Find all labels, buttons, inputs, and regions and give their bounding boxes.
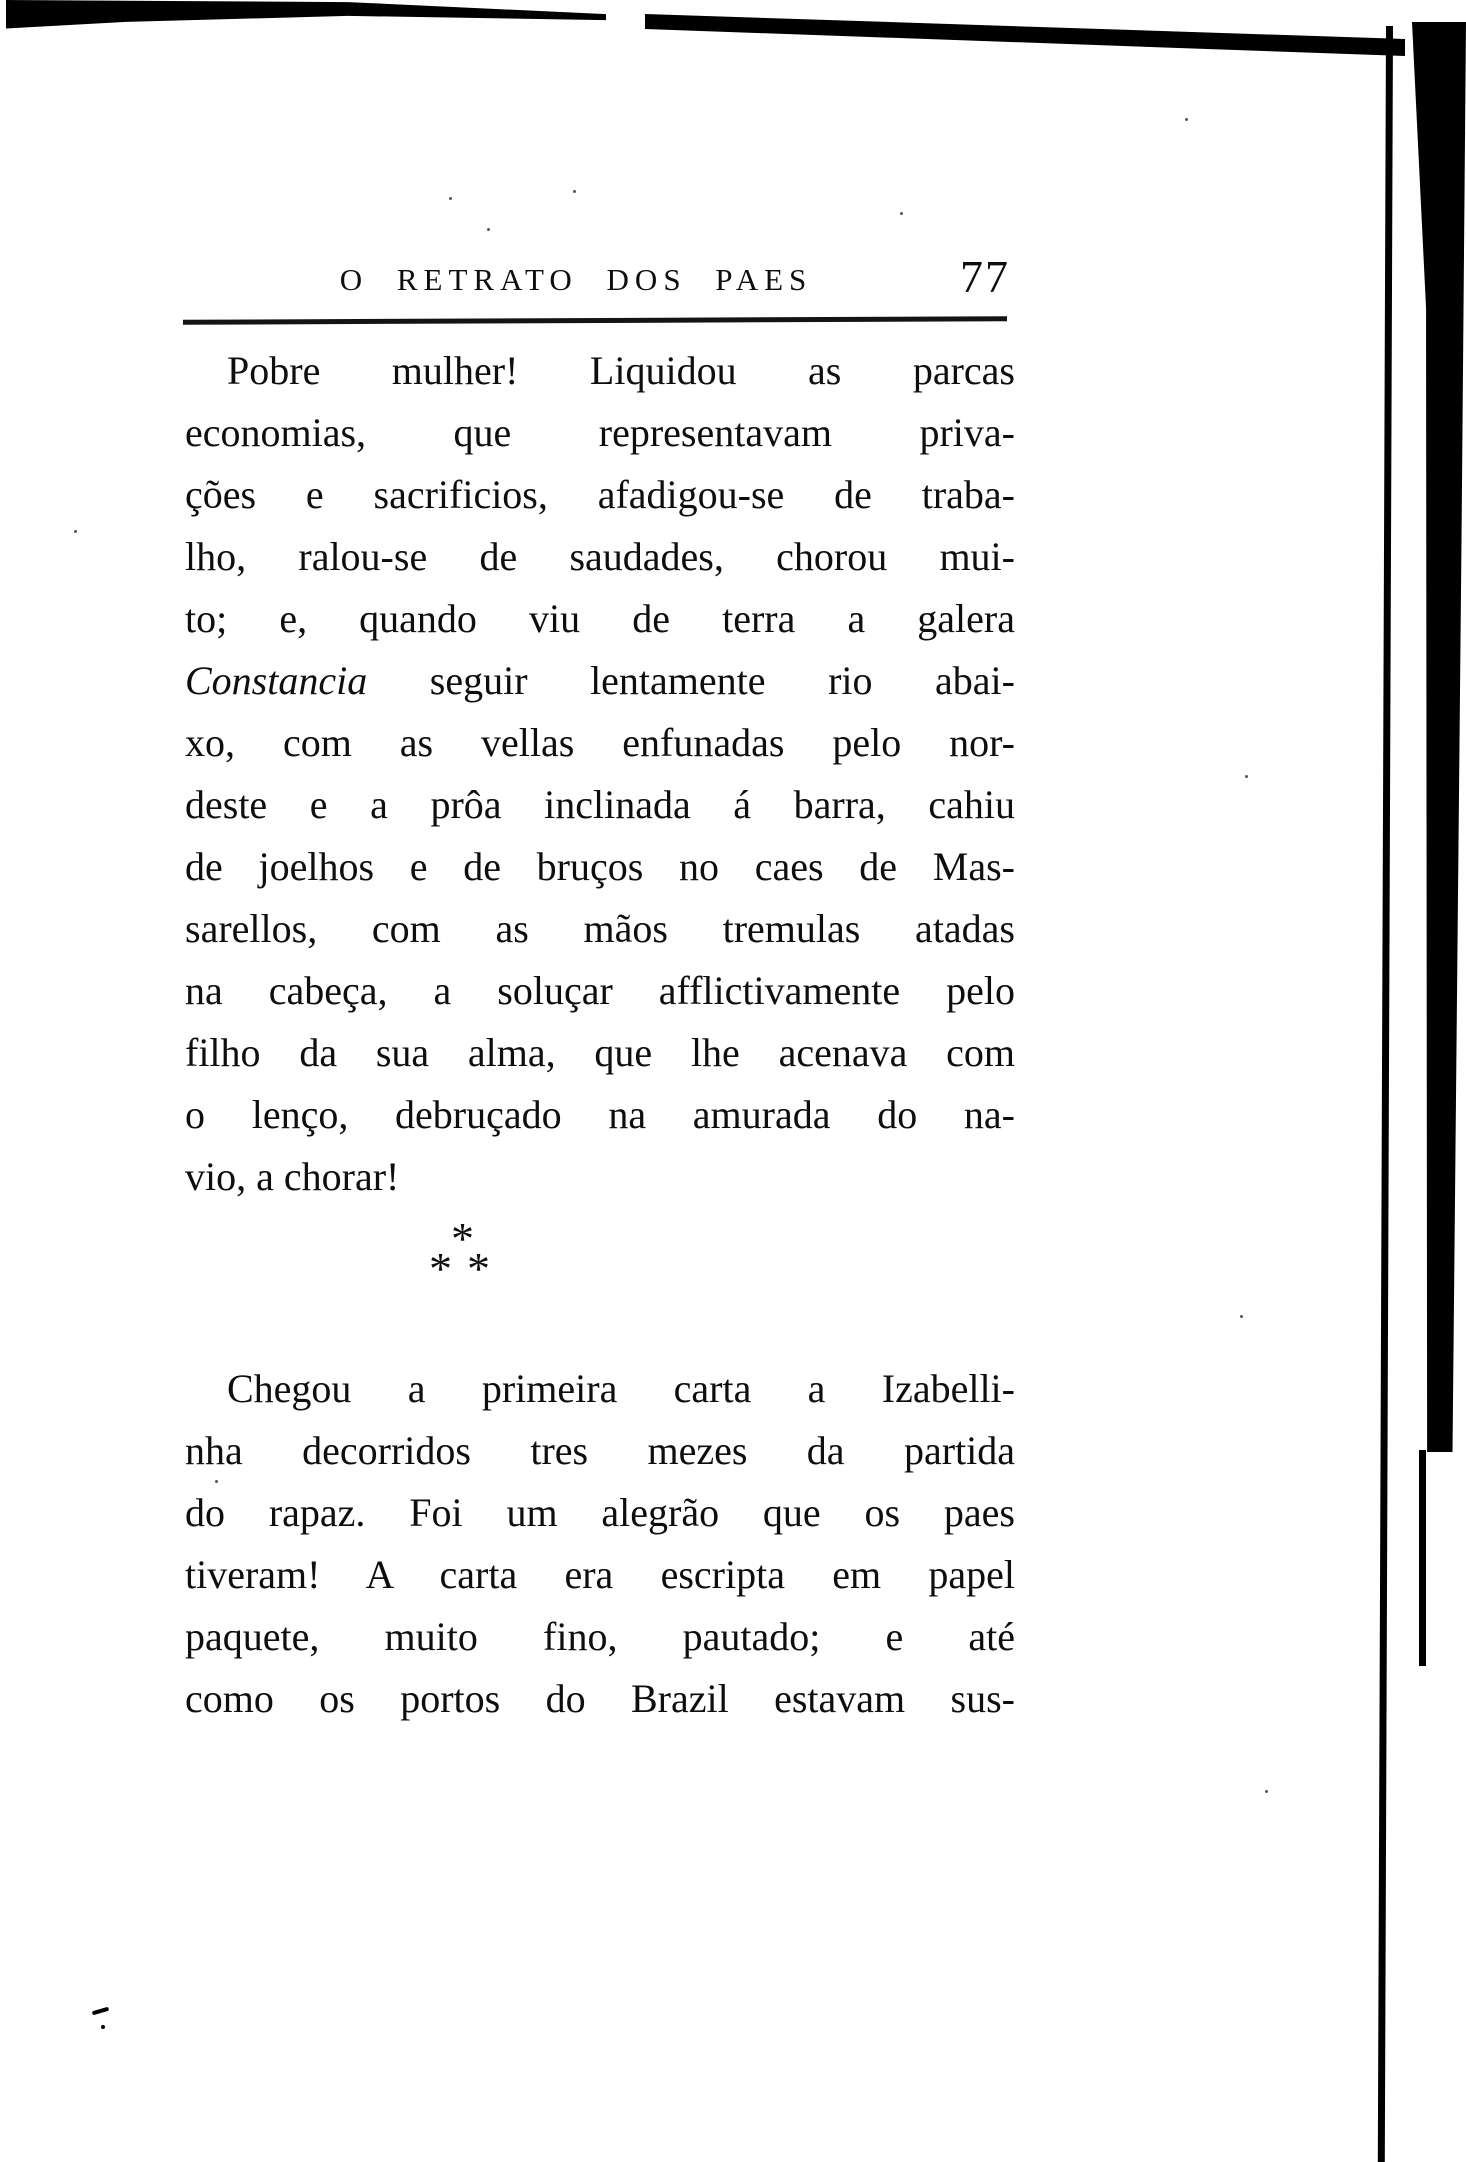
- running-header-title: O RETRATO DOS PAES: [339, 262, 813, 297]
- ship-name-italic: Constancia: [185, 658, 368, 703]
- text-line: como os portos do Brazil estavam sus-: [185, 1676, 1015, 1721]
- text-line: na cabeça, a soluçar afflictivamente pelo: [185, 968, 1015, 1013]
- scan-speck: [449, 197, 452, 200]
- scan-speck: [487, 228, 490, 231]
- text-line: do rapaz. Foi um alegrão que os paes: [185, 1490, 1015, 1535]
- text-line: xo, com as vellas enfunadas pelo nor-: [185, 720, 1015, 765]
- text-line: to; e, quando viu de terra a galera: [185, 596, 1015, 641]
- scan-speck: [1185, 118, 1188, 121]
- scan-speck: [1245, 775, 1248, 778]
- text-line: tiveram! A carta era escripta em papel: [185, 1552, 1015, 1597]
- asterisk-right: *: [467, 1243, 490, 1294]
- text-line: nha decorridos tres mezes da partida: [185, 1428, 1015, 1473]
- text-line: ções e sacrificios, afadigou-se de traba-: [185, 472, 1015, 517]
- text-line: [185, 650, 1015, 712]
- scan-artifact-binding-line: [1378, 26, 1393, 2162]
- running-header: [185, 251, 1015, 306]
- text-column: [185, 340, 1015, 1730]
- paragraph-1: [185, 340, 1015, 1208]
- asterism-divider: [185, 1208, 1015, 1358]
- scan-speck: [1265, 1790, 1268, 1793]
- scan-speck: [900, 212, 903, 215]
- scan-artifact-binding-tail: [1419, 1450, 1426, 1666]
- scan-artifact-pen-tick: [92, 2007, 109, 2016]
- text-line: sarellos, com as mãos tremulas atadas: [185, 906, 1015, 951]
- paragraph-2: [185, 1358, 1015, 1730]
- text-line: Chegou a primeira carta a Izabelli-: [227, 1366, 1015, 1411]
- scan-artifact-binding-shadow: [1412, 22, 1466, 1452]
- header-rule: [183, 316, 1007, 325]
- scan-artifact-top-right-band: [645, 8, 1405, 58]
- text-line: filho da sua alma, que lhe acenava com: [185, 1030, 1015, 1075]
- scan-speck: [573, 190, 576, 193]
- page-number: 77: [960, 251, 1010, 302]
- asterisk-top: *: [451, 1213, 474, 1264]
- asterisk-left: *: [429, 1243, 452, 1294]
- text-line: economias, que representavam priva-: [185, 410, 1015, 455]
- text-line: Pobre mulher! Liquidou as parcas: [227, 348, 1015, 393]
- text-line: paquete, muito fino, pautado; e até: [185, 1614, 1015, 1659]
- text-line: lho, ralou-se de saudades, chorou mui-: [185, 534, 1015, 579]
- scan-artifact-top-left-band: [6, 0, 606, 30]
- text-line: o lenço, debruçado na amurada do na-: [185, 1092, 1015, 1137]
- text-line-rest: seguir lentamente rio abai-: [367, 658, 1015, 703]
- text-line: de joelhos e de bruços no caes de Mas-: [185, 844, 1015, 889]
- scan-artifact-ink-dot: [101, 2025, 105, 2029]
- scan-speck: [74, 530, 77, 533]
- text-line: deste e a prôa inclinada á barra, cahiu: [185, 782, 1015, 827]
- scan-speck: [1240, 1315, 1243, 1318]
- text-line: vio, a chorar!: [185, 1154, 400, 1199]
